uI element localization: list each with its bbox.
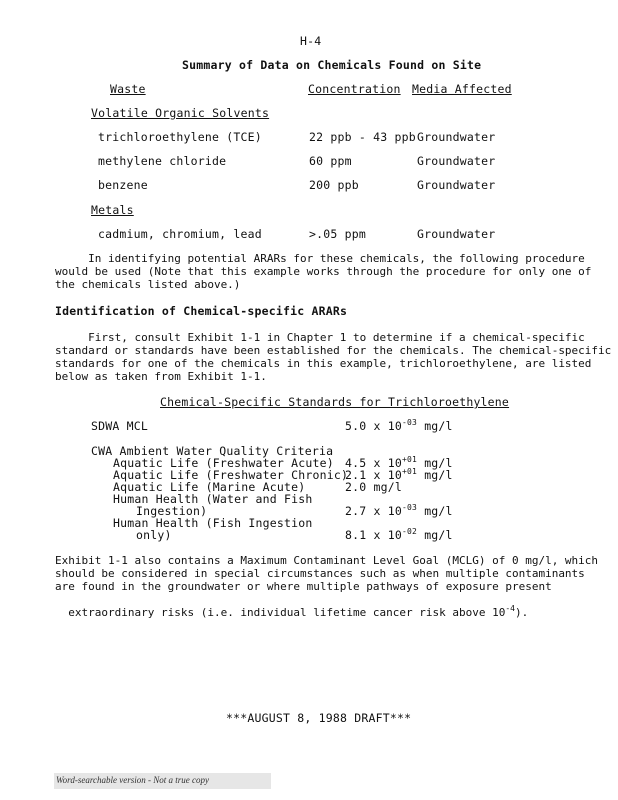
value-unit: mg/l [424,504,453,518]
standard-label: Aquatic Life (Freshwater Chronic) [113,468,349,482]
standard-label: Human Health (Water and Fish [113,492,313,506]
paragraph-line: should be considered in special circumstances such as when multiple contaminants [55,567,585,580]
table-row-waste: cadmium, chromium, lead [98,227,262,241]
value-exponent: -02 [402,527,418,536]
page-title: Summary of Data on Chemicals Found on Site [182,58,482,72]
page-number: H-4 [300,34,322,48]
value-unit: mg/l [424,456,453,470]
table-row-waste: methylene chloride [98,154,227,168]
paragraph-line: In identifying potential ARARs for these chemicals, the following procedure [55,252,585,265]
group-label-metals: Metals [91,203,134,217]
table-row-media: Groundwater [417,178,496,192]
footer-note: Word-searchable version - Not a true copy [56,775,209,785]
paragraph-line: below as taken from Exhibit 1-1. [55,370,267,383]
table-row-concentration: 22 ppb - 43 ppb [309,130,416,144]
value-unit: mg/l [424,468,453,482]
col-header-concentration: Concentration [308,82,401,96]
standard-label: Human Health (Fish Ingestion [113,516,313,530]
standard-label: Aquatic Life (Freshwater Acute) [113,456,334,470]
value-exponent: -4 [505,604,515,613]
value-mantissa: 4.5 x 10 [345,456,402,470]
draft-banner: ***AUGUST 8, 1988 DRAFT*** [226,711,412,725]
table-row-media: Groundwater [417,227,496,241]
paragraph-line: are found in the groundwater or where multiple pathways of exposure present [55,580,552,593]
standard-label-cont: Ingestion) [136,504,208,518]
paragraph-line: standards for one of the chemicals in this example, trichloroethylene, are listed [55,357,592,370]
paragraph-line: standard or standards have been established for the chemicals. The chemical-specific [55,344,612,357]
table-row-concentration: 60 ppm [309,154,352,168]
value-mantissa: 8.1 x 10 [345,528,402,542]
col-header-waste: Waste [110,82,146,96]
table-row-media: Groundwater [417,130,496,144]
group-label-volatile: Volatile Organic Solvents [91,106,270,120]
table-row-concentration: >.05 ppm [309,227,366,241]
col-header-media: Media Affected [412,82,512,96]
paragraph-text: extraordinary risks (i.e. individual lifetime cancer risk above 10 [68,606,506,619]
standard-value [345,529,453,542]
paragraph-line: would be used (Note that this example works through the procedure for only one of [55,265,592,278]
table-row-waste: trichloroethylene (TCE) [98,130,262,144]
paragraph-line: Exhibit 1-1 also contains a Maximum Contaminant Level Goal (MCLG) of 0 mg/l, which [55,554,599,567]
value-mantissa: 5.0 x 10 [345,419,402,433]
table-row-media: Groundwater [417,154,496,168]
table-row-concentration: 200 ppb [309,178,359,192]
value-mantissa: 2.1 x 10 [345,468,402,482]
standard-value [345,420,453,433]
standard-label: SDWA MCL [91,419,148,433]
standard-value [345,505,453,518]
value-unit: mg/l [424,528,453,542]
value-exponent: -03 [402,503,418,512]
standard-label-cont: only) [136,528,172,542]
value-exponent: -03 [402,418,418,427]
paragraph-line: the chemicals listed above.) [55,278,241,291]
paragraph-text: ). [514,606,529,619]
value-mantissa: 2.7 x 10 [345,504,402,518]
value-unit: mg/l [424,419,453,433]
paragraph-line [55,593,528,619]
standard-value: 2.0 mg/l [345,480,402,494]
standards-table-title: Chemical-Specific Standards for Trichloroethylene [160,395,510,409]
section-heading: Identification of Chemical-specific ARARs [55,304,348,318]
value-exponent: +01 [402,455,418,464]
paragraph-line: First, consult Exhibit 1-1 in Chapter 1 to determine if a chemical-specific [55,331,585,344]
value-exponent: +01 [402,467,418,476]
table-row-waste: benzene [98,178,148,192]
cwa-heading: CWA Ambient Water Quality Criteria [91,444,334,458]
standard-label: Aquatic Life (Marine Acute) [113,480,306,494]
